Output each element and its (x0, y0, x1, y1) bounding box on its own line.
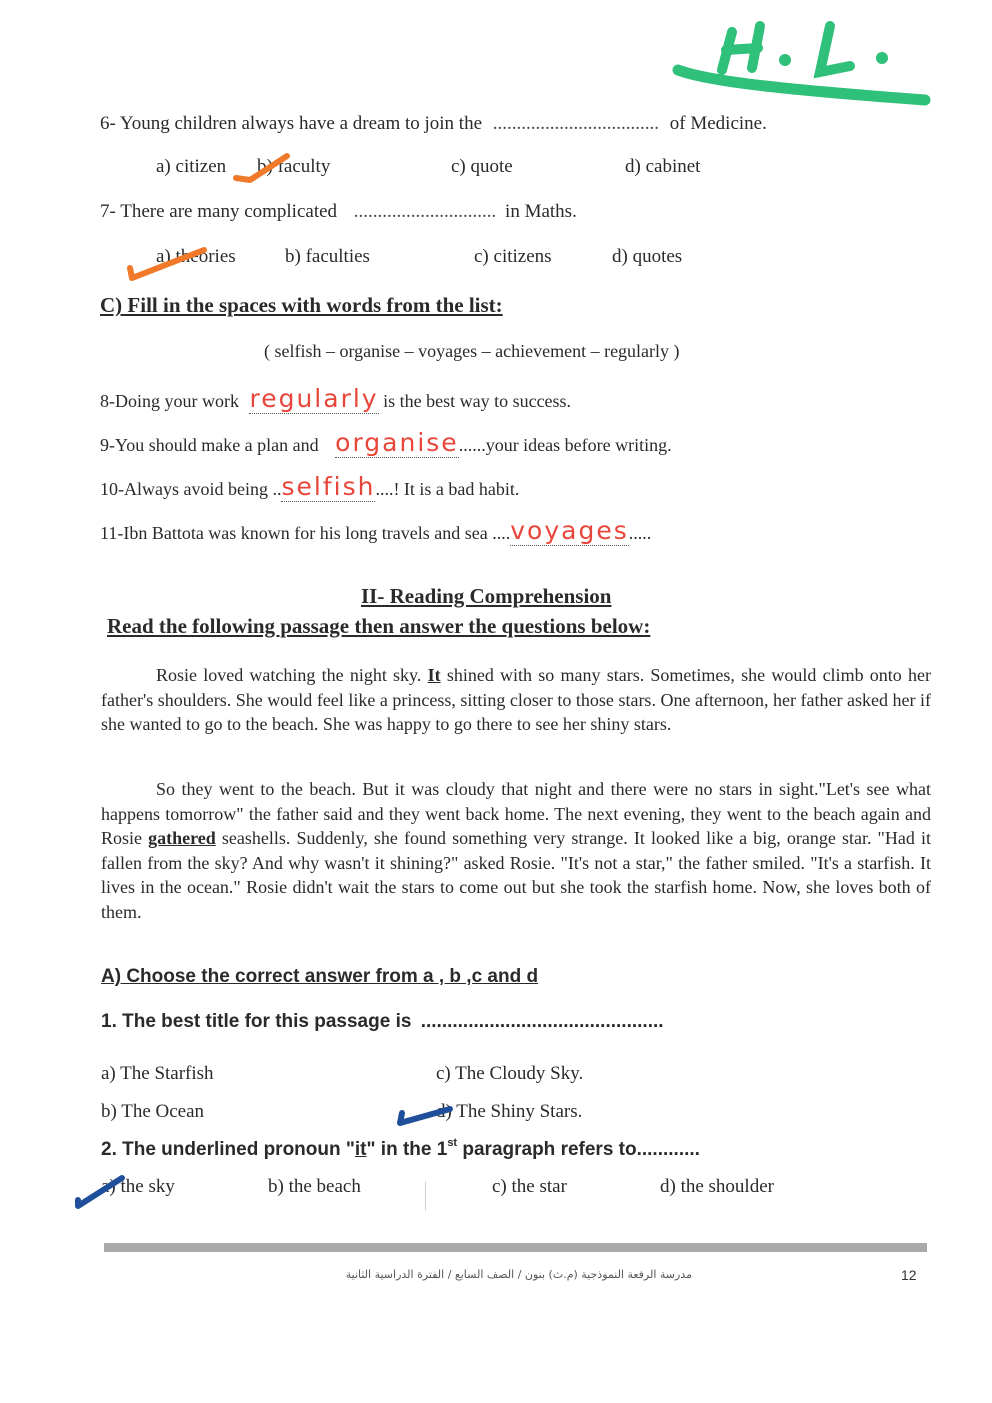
q2-stem-mid: " in the 1 (366, 1139, 448, 1160)
p1-after: shined with so many stars. Sometimes, she would climb onto her father's shoulders. She would feel like a princess, sitting closer to those stars. One afternoon, her father asked her if she wanted to go to the beach. She was happy to go there to see her shiny stars. (101, 665, 931, 735)
q10-answer[interactable]: selfish (281, 472, 376, 501)
q9-answer[interactable]: organise (335, 428, 459, 457)
question-8 (100, 384, 571, 413)
q2-option-a[interactable]: a) the sky (101, 1176, 175, 1197)
question-7-stem (100, 201, 577, 223)
q9-post: ......your ideas before writing. (458, 435, 672, 455)
q1-option-c[interactable]: c) The Cloudy Sky. (436, 1063, 584, 1084)
grade-mark (670, 12, 940, 112)
q10-post: ....! It is a bad habit. (375, 479, 520, 499)
question-9 (100, 428, 672, 457)
q1-blank: .............................................. (420, 1011, 664, 1032)
footer-divider (104, 1243, 927, 1252)
divider (425, 1182, 426, 1210)
q1-option-a[interactable]: a) The Starfish (101, 1063, 214, 1084)
p1-underlined-it: It (427, 665, 441, 685)
q8-answer[interactable]: regularly (249, 384, 379, 413)
q7-option-b[interactable]: b) faculties (285, 246, 370, 267)
footer-school-text: مدرسة الرفعة النموذجية (م.ث) بنون / الصف السابع / الفترة الدراسية الثانية (345, 1268, 692, 1281)
q9-pre: 9-You should make a plan and (100, 435, 319, 455)
q6-check-mark-icon (232, 152, 292, 188)
q2-stem-pre: 2. The underlined pronoun " (101, 1139, 355, 1160)
q8-pre: 8-Doing your work (100, 391, 239, 411)
q6-option-d[interactable]: d) cabinet (625, 156, 701, 177)
q2-stem-it: it (354, 1139, 367, 1160)
reading-instruction: Read the following passage then answer the questions below: (107, 614, 651, 638)
q1-stem: 1. The best title for this passage is (101, 1011, 412, 1032)
q8-post: is the best way to success. (383, 391, 572, 411)
reading-title: II- Reading Comprehension (361, 584, 612, 608)
q2-check-mark-icon (70, 1170, 130, 1210)
page-number: 12 (901, 1267, 917, 1283)
q2-option-b[interactable]: b) the beach (268, 1176, 361, 1197)
question-6-stem (100, 113, 767, 135)
question-1 (101, 1011, 664, 1033)
q10-pre: 10-Always avoid being .. (100, 479, 282, 499)
q2-option-c[interactable]: c) the star (492, 1176, 567, 1197)
q7-blank: .............................. (353, 201, 497, 222)
question-11 (100, 516, 651, 545)
q1-option-d[interactable]: d) The Shiny Stars. (436, 1101, 583, 1122)
q6-stem: 6- Young children always have a dream to join the (100, 113, 483, 134)
question-10 (100, 472, 519, 501)
q1-check-mark-icon (394, 1101, 454, 1131)
q11-pre: 11-Ibn Battota was known for his long travels and sea .... (100, 523, 511, 543)
p1-before: Rosie loved watching the night sky. (156, 665, 422, 685)
q2-option-d[interactable]: d) the shoulder (660, 1176, 774, 1197)
q11-answer[interactable]: voyages (510, 516, 629, 545)
q6-option-c[interactable]: c) quote (451, 156, 513, 177)
p2-before: So they went to the beach. But it was cloudy that night and there were no stars in sight."Let's see what happens tomorrow" the father said and they went back home. The next evening, they went to the beach again and Rosie (101, 779, 931, 849)
q6-option-a[interactable]: a) citizen (156, 156, 227, 177)
q7-option-c[interactable]: c) citizens (474, 246, 552, 267)
word-list: ( selfish – organise – voyages – achievement – regularly ) (264, 341, 680, 361)
q7-option-a[interactable]: a) theories (156, 246, 236, 267)
q11-post: ..... (628, 523, 652, 543)
q7-stem: 7- There are many complicated (100, 201, 338, 222)
q2-stem-sup: st (447, 1137, 458, 1149)
section-c-heading: C) Fill in the spaces with words from the list: (100, 293, 503, 317)
q7-tail: in Maths. (505, 201, 577, 222)
section-a-heading: A) Choose the correct answer from a , b ,c and d (101, 966, 539, 987)
q7-option-d[interactable]: d) quotes (612, 246, 683, 267)
passage-paragraph-2 (101, 777, 931, 925)
question-2 (101, 1139, 700, 1161)
p2-after: seashells. Suddenly, she found something very strange. It looked like a big, orange star. "Had it fallen from the sky? And why wasn't it shining?" asked Rosie. "It's not a star," the father smiled. "It's a starfish. It lives in the ocean." Rosie didn't wait the stars to come out but she took the starfish home. Now, she loves both of them. (101, 828, 932, 922)
passage-paragraph-1 (101, 663, 931, 737)
p2-underlined-gathered: gathered (148, 828, 216, 849)
q1-option-b[interactable]: b) The Ocean (101, 1101, 205, 1122)
q7-check-mark-icon (124, 242, 214, 284)
q6-option-b[interactable]: b) faculty (257, 156, 331, 177)
q6-tail: of Medicine. (669, 113, 767, 134)
q6-blank: ................................... (492, 113, 660, 134)
q2-stem-post: paragraph refers to............ (457, 1139, 700, 1160)
